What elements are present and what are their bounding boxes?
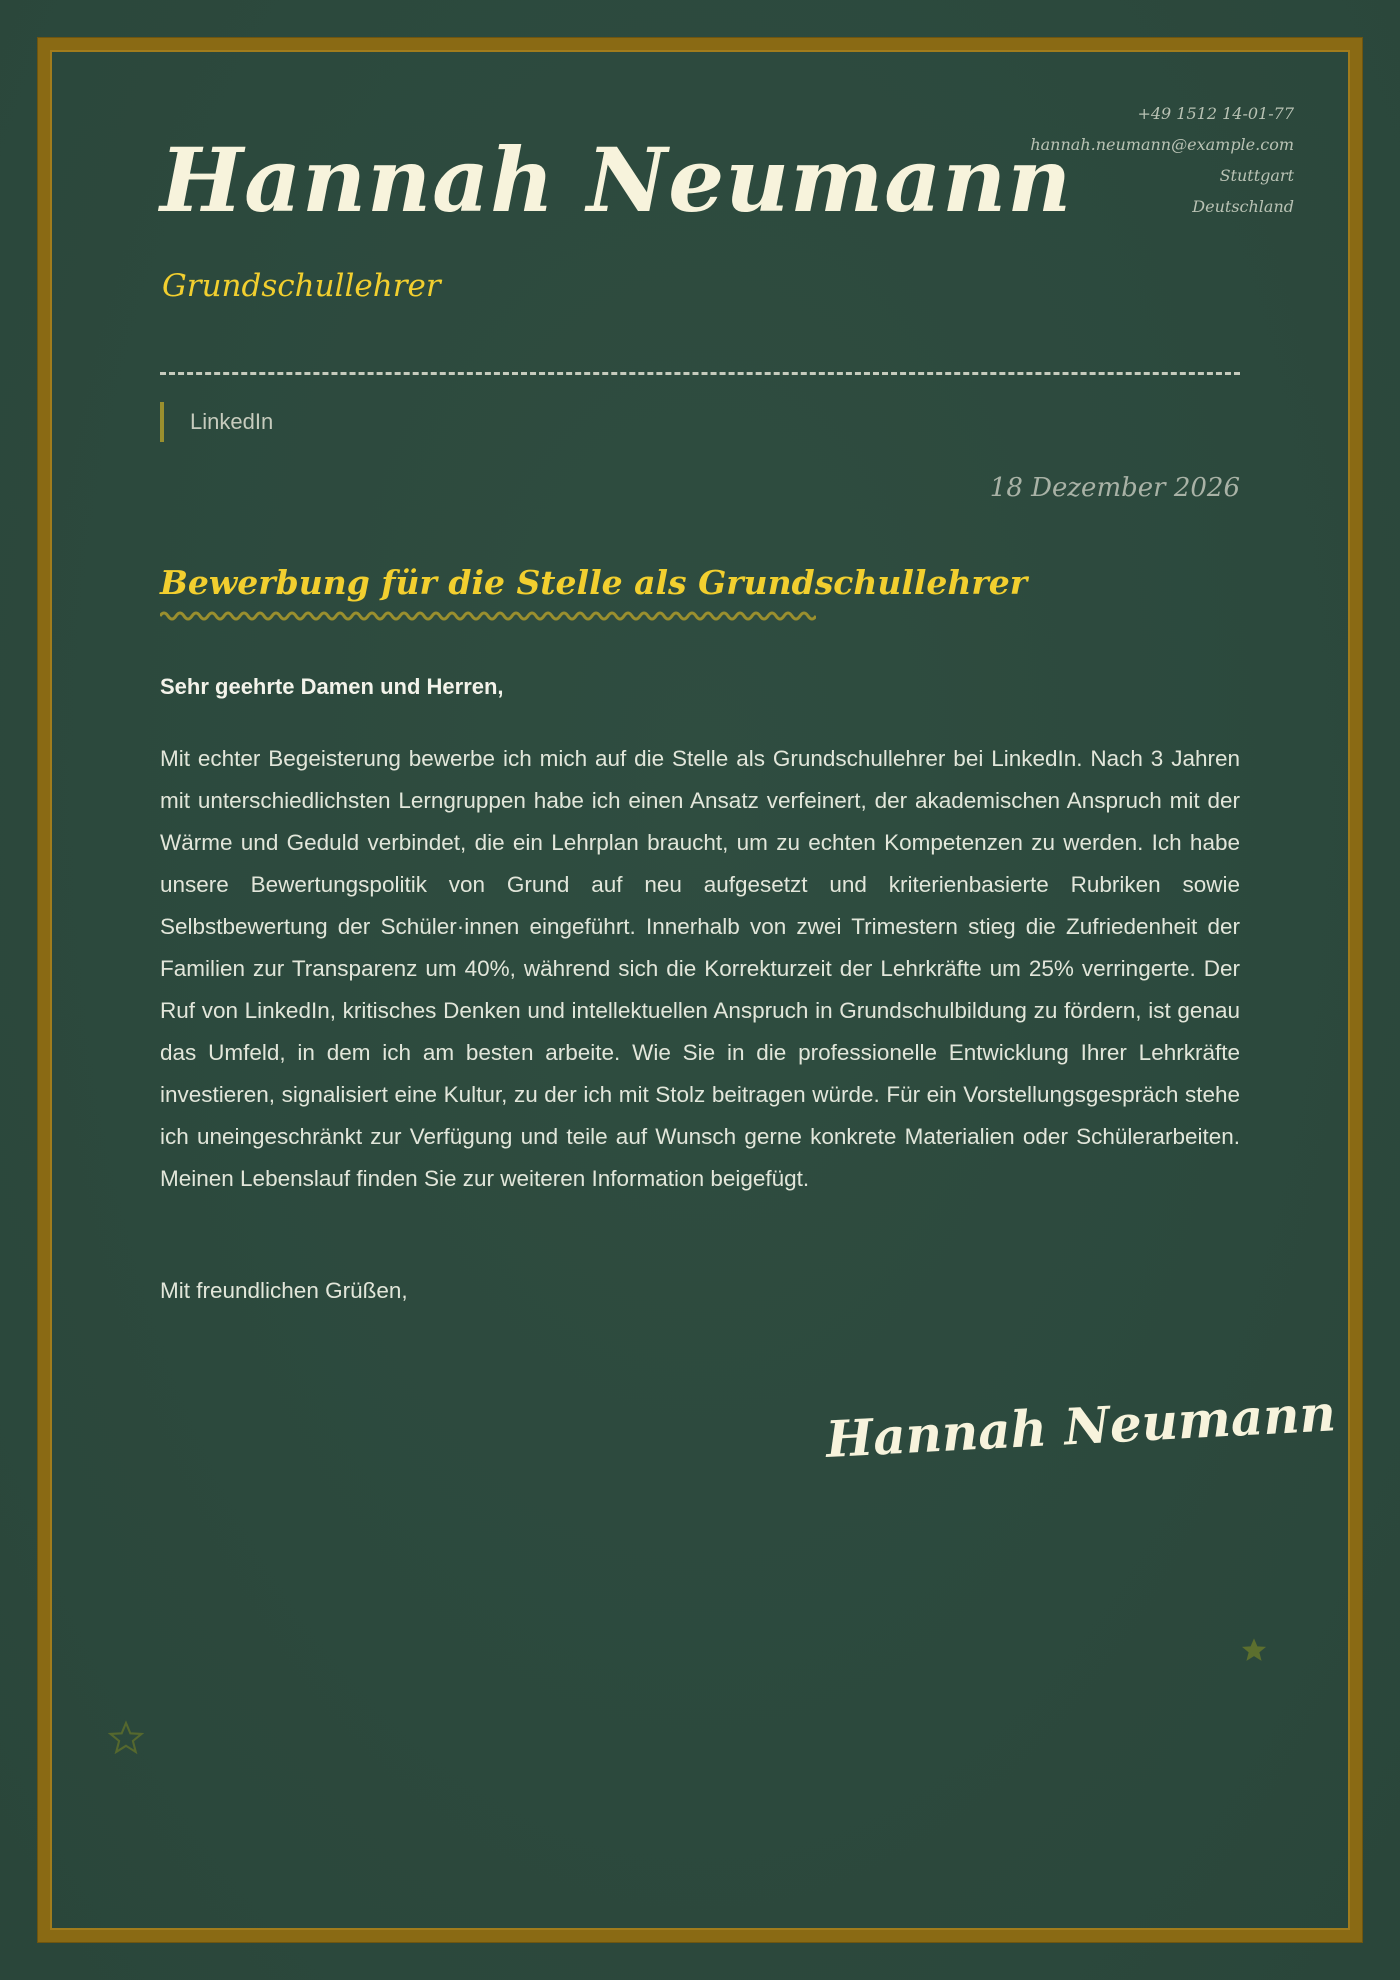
recipient-company: LinkedIn	[160, 402, 273, 442]
star-outline-icon	[108, 1720, 144, 1756]
letter-greeting: Sehr geehrte Damen und Herren,	[160, 674, 504, 699]
star-filled-icon	[1240, 1636, 1268, 1664]
contact-phone: +49 1512 14-01-77	[1137, 104, 1294, 123]
letter-subject: Bewerbung für die Stelle als Grundschullehrer	[160, 563, 1028, 602]
contact-country: Deutschland	[1192, 197, 1294, 216]
letter-closing: Mit freundlichen Grüßen,	[160, 1278, 408, 1303]
contact-block	[1030, 98, 1294, 222]
applicant-role: Grundschullehrer	[162, 268, 441, 304]
signature: Hannah Neumann	[824, 1383, 1338, 1469]
header-divider	[160, 372, 1240, 375]
subject-wavy-underline	[160, 609, 816, 623]
contact-city: Stuttgart	[1219, 166, 1294, 185]
contact-email: hannah.neumann@example.com	[1030, 135, 1294, 154]
letter-date: 18 Dezember 2026	[989, 473, 1240, 503]
letter-body: Mit echter Begeisterung bewerbe ich mich auf die Stelle als Grundschullehrer bei LinkedIn. Nach 3 Jahren mit unterschiedlichsten Lerngruppen habe ich einen Ansatz verfeinert, der akademischen Anspruch mit der Wärme und Geduld verbindet, die ein Lehrplan braucht, um zu echten Kompetenzen zu werden. Ich habe unsere Bewertungspolitik von Grund auf neu aufgesetzt und kriterienbasierte Rubriken sowie Selbstbewertung der Schüler·innen eingeführt. Innerhalb von zwei Trimestern stieg die Zufriedenheit der Familien zur Transparenz um 40%, während sich die Korrekturzeit der Lehrkräfte um 25% verringerte. Der Ruf von LinkedIn, kritisches Denken und intellektuellen Anspruch in Grundschulbildung zu fördern, ist genau das Umfeld, in dem ich am besten arbeite. Wie Sie in die professionelle Entwicklung Ihrer Lehrkräfte investieren, signalisiert eine Kultur, zu der ich mit Stolz beitragen würde. Für ein Vorstellungsgespräch stehe ich uneingeschränkt zur Verfügung und teile auf Wunsch gerne konkrete Materialien oder Schülerarbeiten. Meinen Lebenslauf finden Sie zur weiteren Information beigefügt.	[160, 746, 1240, 1191]
applicant-name: Hannah Neumann	[160, 128, 1073, 232]
